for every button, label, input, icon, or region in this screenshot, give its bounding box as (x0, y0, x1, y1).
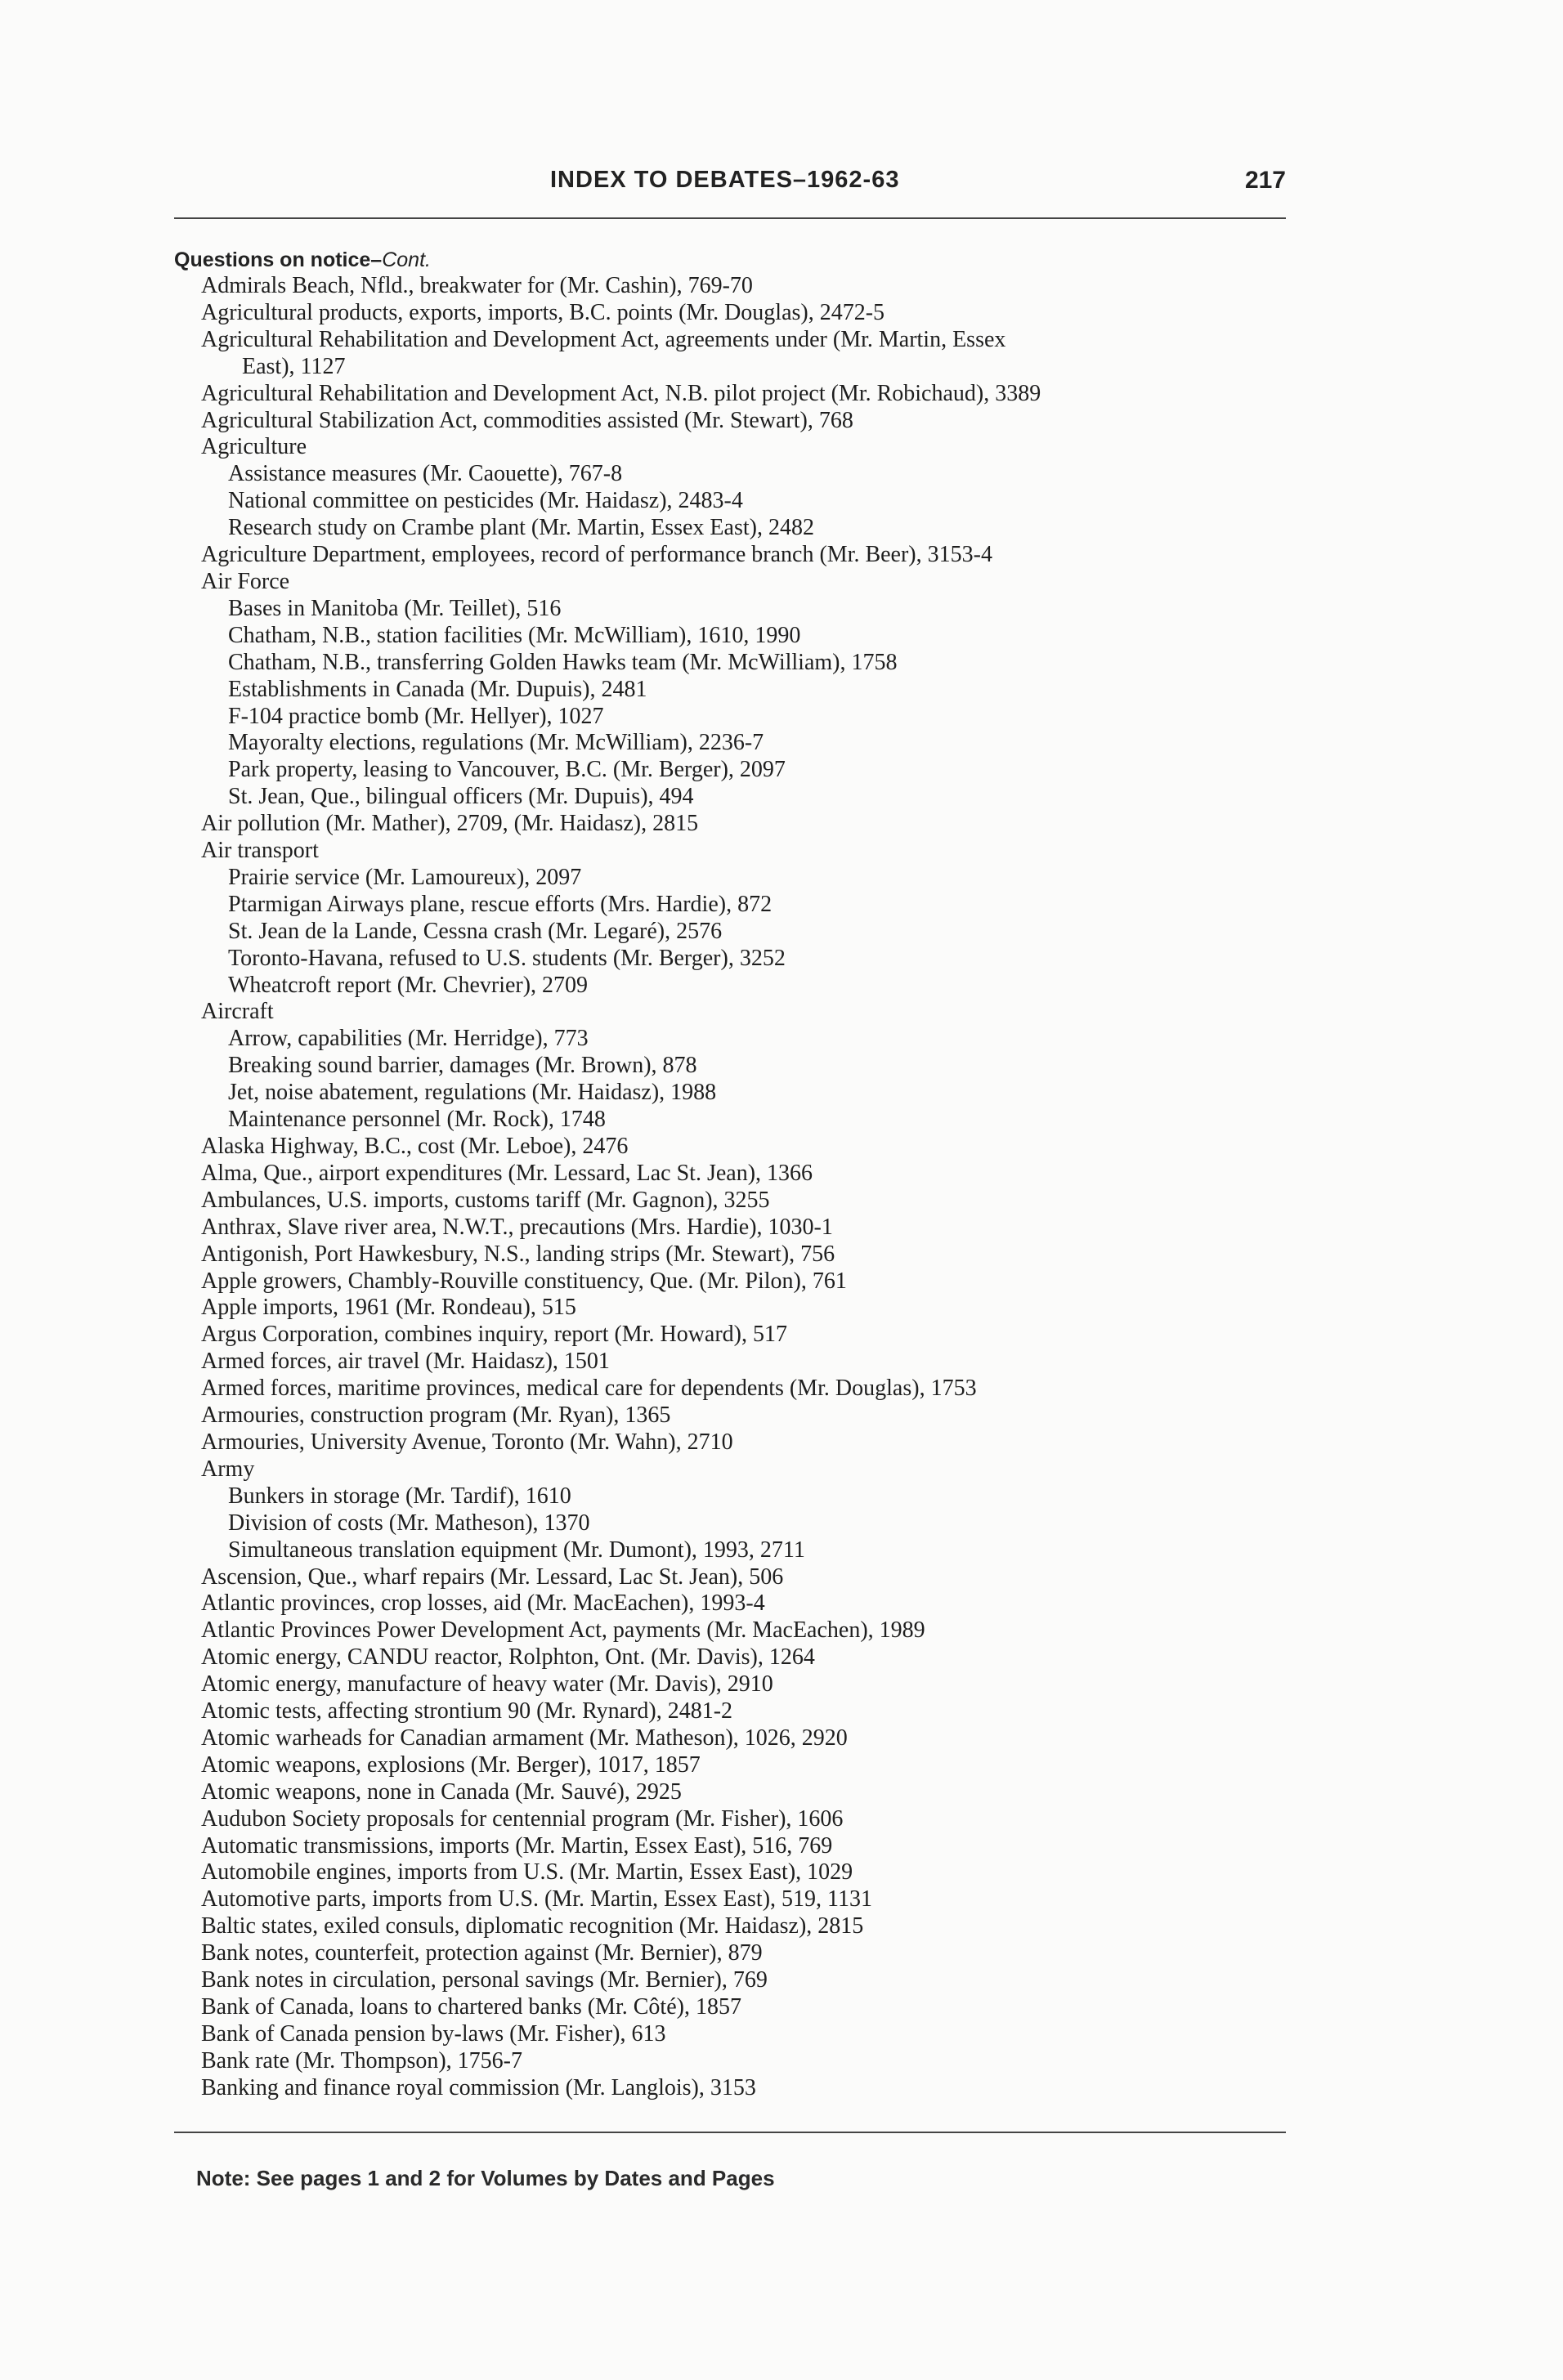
entry-text: Baltic states, exiled consuls, diplomatic recognition (Mr. Haidasz), 2815 (201, 1913, 864, 1939)
entry-text: Bunkers in storage (Mr. Tardif), 1610 (228, 1483, 571, 1509)
index-subentry (174, 973, 1319, 1000)
entry-text: Breaking sound barrier, damages (Mr. Brown), 878 (228, 1053, 697, 1079)
footer-note: Note: See pages 1 and 2 for Volumes by Dates and Pages (196, 2166, 775, 2190)
index-subentry (174, 488, 1319, 515)
index-entry (174, 1349, 1319, 1376)
index-subentry (174, 596, 1319, 623)
entry-text: Prairie service (Mr. Lamoureux), 2097 (228, 864, 582, 890)
entry-list (174, 273, 1319, 2102)
entry-text: Admirals Beach, Nfld., breakwater for (Mr. Cashin), 769-70 (201, 273, 753, 298)
entry-text: Audubon Society proposals for centennial program (Mr. Fisher), 1606 (201, 1805, 844, 1832)
index-entry (174, 1644, 1319, 1671)
entry-text: Apple imports, 1961 (Mr. Rondeau), 515 (201, 1295, 576, 1321)
index-subentry (174, 704, 1319, 731)
index-entry (174, 1134, 1319, 1161)
index-entry (174, 1590, 1319, 1617)
index-entries (174, 247, 1319, 2102)
index-subentry (174, 461, 1319, 488)
entry-text: Bank notes, counterfeit, protection against (Mr. Bernier), 879 (201, 1940, 763, 1966)
index-subentry (174, 946, 1319, 973)
entry-text: Ptarmigan Airways plane, rescue efforts (Mrs. Hardie), 872 (228, 891, 773, 917)
entry-text: Agriculture (201, 434, 307, 460)
index-subentry (174, 1510, 1319, 1537)
entry-text: Ambulances, U.S. imports, customs tariff (Mr. Gagnon), 3255 (201, 1187, 770, 1213)
index-entry (174, 1698, 1319, 1725)
entry-text: Army (201, 1456, 255, 1482)
entry-text: Agricultural products, exports, imports, B.C. points (Mr. Douglas), 2472-5 (201, 299, 885, 325)
index-subentry (174, 650, 1319, 677)
entry-text: Argus Corporation, combines inquiry, report (Mr. Howard), 517 (201, 1322, 787, 1348)
index-entry (174, 1725, 1319, 1752)
section-heading-label: Questions on notice– (174, 248, 383, 271)
index-entry (174, 381, 1319, 408)
entry-text: Banking and finance royal commission (Mr. Langlois), 3153 (201, 2074, 756, 2100)
entry-text: Assistance measures (Mr. Caouette), 767-8 (228, 461, 623, 487)
index-entry (174, 999, 1319, 1026)
index-entry (174, 408, 1319, 435)
entry-text: Wheatcroft report (Mr. Chevrier), 2709 (228, 972, 589, 998)
index-entry (174, 2048, 1319, 2075)
index-subentry (174, 919, 1319, 946)
entry-text: Atomic weapons, explosions (Mr. Berger), 1017, 1857 (201, 1751, 701, 1778)
index-entry (174, 1456, 1319, 1483)
index-entry (174, 434, 1319, 461)
index-subentry (174, 892, 1319, 919)
entry-text: Apple growers, Chambly-Rouville constituency, Que. (Mr. Pilon), 761 (201, 1268, 847, 1294)
index-entry (174, 1295, 1319, 1322)
index-entry (174, 2021, 1319, 2048)
entry-text: Agricultural Stabilization Act, commodities assisted (Mr. Stewart), 768 (201, 407, 853, 433)
index-entry (174, 1994, 1319, 2021)
entry-text: Agricultural Rehabilitation and Development Act, agreements under (Mr. Martin, Essex (201, 326, 1006, 352)
entry-text: Air Force (201, 568, 290, 594)
index-entry (174, 1376, 1319, 1402)
section-heading (174, 247, 1319, 273)
entry-text: F-104 practice bomb (Mr. Hellyer), 1027 (228, 703, 604, 729)
entry-text: Automobile engines, imports from U.S. (Mr. Martin, Essex East), 1029 (201, 1859, 853, 1886)
index-entry (174, 1806, 1319, 1833)
entry-text: National committee on pesticides (Mr. Haidasz), 2483-4 (228, 488, 743, 514)
index-subentry (174, 1053, 1319, 1080)
entry-text: Agricultural Rehabilitation and Development Act, N.B. pilot project (Mr. Robichaud), 3389 (201, 380, 1041, 406)
index-entry (174, 273, 1319, 300)
page-header (174, 160, 1286, 206)
entry-text: Ascension, Que., wharf repairs (Mr. Lessard, Lac St. Jean), 506 (201, 1564, 784, 1590)
index-entry (174, 1886, 1319, 1913)
entry-text: Atomic energy, CANDU reactor, Rolphton, Ont. (Mr. Davis), 1264 (201, 1644, 815, 1671)
entry-text: Park property, leasing to Vancouver, B.C. (Mr. Berger), 2097 (228, 757, 786, 783)
index-subentry (174, 1080, 1319, 1107)
index-entry (174, 300, 1319, 327)
entry-text: Research study on Crambe plant (Mr. Martin, Essex East), 2482 (228, 515, 814, 541)
entry-text: Atlantic provinces, crop losses, aid (Mr. MacEachen), 1993-4 (201, 1590, 765, 1617)
entry-text: Bank rate (Mr. Thompson), 1756-7 (201, 2047, 522, 2074)
index-entry (174, 1268, 1319, 1295)
entry-text: Agriculture Department, employees, record of performance branch (Mr. Beer), 3153-4 (201, 542, 992, 568)
index-entry (174, 1752, 1319, 1779)
entry-text: St. Jean de la Lande, Cessna crash (Mr. Legaré), 2576 (228, 918, 723, 944)
entry-text: Antigonish, Port Hawkesbury, N.S., landing strips (Mr. Stewart), 756 (201, 1241, 835, 1267)
index-entry (174, 1617, 1319, 1644)
index-entry (174, 542, 1319, 569)
index-entry (174, 1402, 1319, 1429)
index-entry (174, 1671, 1319, 1698)
header-rule (174, 217, 1286, 219)
page-number: 217 (1244, 167, 1286, 194)
entry-text: Alma, Que., airport expenditures (Mr. Lessard, Lac St. Jean), 1366 (201, 1160, 813, 1186)
index-subentry (174, 730, 1319, 757)
entry-text: Armed forces, air travel (Mr. Haidasz), 1501 (201, 1349, 610, 1375)
entry-continuation: East), 1127 (242, 353, 346, 379)
index-subentry (174, 623, 1319, 650)
entry-text: Alaska Highway, B.C., cost (Mr. Leboe), 2476 (201, 1134, 629, 1159)
section-heading-cont: Cont. (382, 248, 431, 271)
index-entry (174, 2075, 1319, 2102)
entry-text: Atomic tests, affecting strontium 90 (Mr. Rynard), 2481-2 (201, 1698, 733, 1725)
index-subentry (174, 1483, 1319, 1510)
entry-text: Anthrax, Slave river area, N.W.T., precautions (Mrs. Hardie), 1030-1 (201, 1214, 833, 1240)
entry-text: Bases in Manitoba (Mr. Teillet), 516 (228, 595, 562, 621)
entry-text: Aircraft (201, 999, 274, 1025)
entry-text: Automotive parts, imports from U.S. (Mr. Martin, Essex East), 519, 1131 (201, 1886, 872, 1912)
entry-text: Armouries, University Avenue, Toronto (Mr. Wahn), 2710 (201, 1429, 733, 1455)
index-entry (174, 1833, 1319, 1860)
entry-text: Chatham, N.B., station facilities (Mr. McWilliam), 1610, 1990 (228, 622, 801, 648)
entry-text: Armouries, construction program (Mr. Ryan), 1365 (201, 1402, 671, 1429)
index-entry (174, 327, 1247, 381)
index-entry (174, 1564, 1319, 1591)
entry-text: Establishments in Canada (Mr. Dupuis), 2481 (228, 676, 647, 702)
index-entry (174, 1429, 1319, 1456)
index-entry (174, 1859, 1319, 1886)
entry-text: Maintenance personnel (Mr. Rock), 1748 (228, 1107, 606, 1133)
index-entry (174, 838, 1319, 865)
index-entry (174, 1779, 1319, 1806)
index-entry (174, 1913, 1319, 1940)
entry-text: Arrow, capabilities (Mr. Herridge), 773 (228, 1026, 589, 1052)
entry-text: Atlantic Provinces Power Development Act, payments (Mr. MacEachen), 1989 (201, 1617, 925, 1644)
index-subentry (174, 1537, 1319, 1564)
entry-text: Atomic weapons, none in Canada (Mr. Sauvé), 2925 (201, 1778, 682, 1805)
index-subentry (174, 784, 1319, 811)
index-entry (174, 811, 1319, 838)
index-entry (174, 569, 1319, 596)
footer-rule (174, 2132, 1286, 2133)
entry-text: Automatic transmissions, imports (Mr. Martin, Essex East), 516, 769 (201, 1832, 833, 1859)
entry-text: Jet, noise abatement, regulations (Mr. Haidasz), 1988 (228, 1080, 717, 1106)
entry-text: Division of costs (Mr. Matheson), 1370 (228, 1510, 590, 1536)
index-subentry (174, 1026, 1319, 1053)
index-entry (174, 1322, 1319, 1349)
index-subentry (174, 515, 1319, 542)
index-subentry (174, 757, 1319, 784)
entry-text: Air pollution (Mr. Mather), 2709, (Mr. Haidasz), 2815 (201, 811, 699, 837)
entry-text: Simultaneous translation equipment (Mr. Dumont), 1993, 2711 (228, 1537, 805, 1563)
entry-text: Air transport (201, 838, 319, 864)
index-entry (174, 1967, 1319, 1994)
entry-text: Atomic energy, manufacture of heavy water (Mr. Davis), 2910 (201, 1671, 773, 1698)
index-entry (174, 1188, 1319, 1215)
index-entry (174, 1241, 1319, 1268)
entry-text: Bank notes in circulation, personal savings (Mr. Bernier), 769 (201, 1967, 768, 1993)
entry-text: St. Jean, Que., bilingual officers (Mr. Dupuis), 494 (228, 784, 694, 810)
index-subentry (174, 865, 1319, 892)
index-subentry (174, 1107, 1319, 1134)
entry-text: Bank of Canada, loans to chartered banks (Mr. Côté), 1857 (201, 1994, 741, 2020)
entry-text: Atomic warheads for Canadian armament (Mr. Matheson), 1026, 2920 (201, 1725, 848, 1751)
index-entry (174, 1215, 1319, 1241)
running-title: INDEX TO DEBATES–1962-63 (550, 167, 900, 193)
index-entry (174, 1940, 1319, 1967)
index-subentry (174, 677, 1319, 704)
entry-text: Bank of Canada pension by-laws (Mr. Fisher), 613 (201, 2020, 666, 2047)
entry-text: Toronto-Havana, refused to U.S. students (Mr. Berger), 3252 (228, 945, 786, 971)
entry-text: Mayoralty elections, regulations (Mr. McWilliam), 2236-7 (228, 730, 764, 756)
index-entry (174, 1161, 1319, 1188)
entry-text: Armed forces, maritime provinces, medical care for dependents (Mr. Douglas), 1753 (201, 1376, 977, 1402)
entry-text: Chatham, N.B., transferring Golden Hawks team (Mr. McWilliam), 1758 (228, 649, 898, 675)
